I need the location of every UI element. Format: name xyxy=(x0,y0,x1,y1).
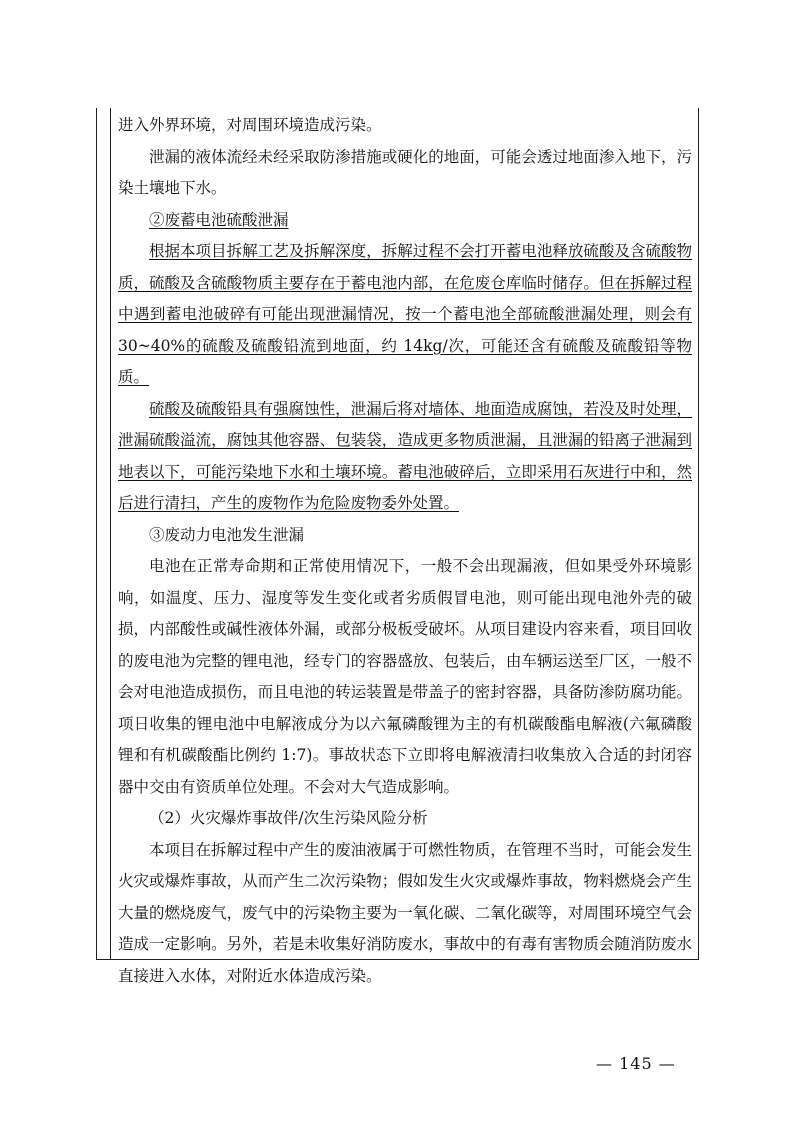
table-cell-content xyxy=(118,110,692,992)
paragraph-4 xyxy=(118,236,692,394)
paragraph-2: 泄漏的液体流经未经采取防渗措施或硬化的地面，可能会透过地面渗入地下，污染土壤地下水。 xyxy=(118,147,692,197)
paragraph-1: 进入外界环境，对周围环境造成污染。 xyxy=(118,116,382,134)
section-heading-battery-acid xyxy=(118,205,692,237)
section-heading-power-battery: ③废动力电池发生泄漏 xyxy=(149,525,305,544)
section-heading-fire-explosion: （2）火灾爆炸事故伴/次生污染风险分析 xyxy=(149,809,428,827)
underlined-text: 根据本项目拆解工艺及拆解深度，拆解过程不会打开蓄电池释放硫酸及含硫酸物质，硫酸及含硫酸物质主要存在于蓄电池内部，在危废仓库临时储存。但在拆解过程中遇到蓄电池破碎有可能出现泄漏情况，按一个蓄电池全部硫酸泄漏处理，则会有 30~40%的硫酸及硫酸铅流到地面，约 14kg/次，可能还含有硫酸及硫酸铅等物质。 xyxy=(118,242,692,386)
page-number: — 145 — xyxy=(596,1054,676,1073)
paragraph-5 xyxy=(118,394,692,520)
paragraph-9: 本项目在拆解过程中产生的废油液属于可燃性物质，在管理不当时，可能会发生火灾或爆炸事故，从而产生二次污染物；假如发生火灾或爆炸事故，物料燃烧会产生大量的燃烧废气，废气中的污染物主要为一氧化碳、二氧化碳等，对周围环境空气会造成一定影响。另外，若是未收集好消防废水，事故中的有毒有害物质会随消防废水直接进入水体，对附近水体造成污染。 xyxy=(118,840,692,985)
table-inner-border xyxy=(110,108,111,960)
underlined-text: 硫酸及硫酸铅具有强腐蚀性，泄漏后将对墙体、地面造成腐蚀，若没及时处理，泄漏硫酸溢流，腐蚀其他容器、包装袋，造成更多物质泄漏，且泄漏的铅离子泄漏到地表以下，可能污染地下水和土壤环境。蓄电池破碎后，立即采用石灰进行中和，然后进行清扫，产生的废物作为危险废物委外处置。 xyxy=(118,399,692,512)
paragraph-7: 电池在正常寿命期和正常使用情况下，一般不会出现漏液，但如果受外环境影响，如温度、压力、湿度等发生变化或者劣质假冒电池，则可能出现电池外壳的破损，内部酸性或碱性液体外漏，或部分极板受破坏。从项目建设内容来看，项目回收的废电池为完整的锂电池，经专门的容器盛放、包装后，由车辆运送至厂区，一般不会对电池造成损伤，而且电池的转运装置是带盖子的密封容器，具备防渗防腐功能。项日收集的锂电池中电解液成分为以六氟磷酸锂为主的有机碳酸酯电解液(六氟磷酸锂和有机碳酸酯比例约 1:7)。事故状态下立即将电解液清扫收集放入合适的封闭容器中交由有资质单位处理。不会对大气造成影响。 xyxy=(118,557,692,796)
heading-text: ②废蓄电池硫酸泄漏 xyxy=(149,210,289,229)
